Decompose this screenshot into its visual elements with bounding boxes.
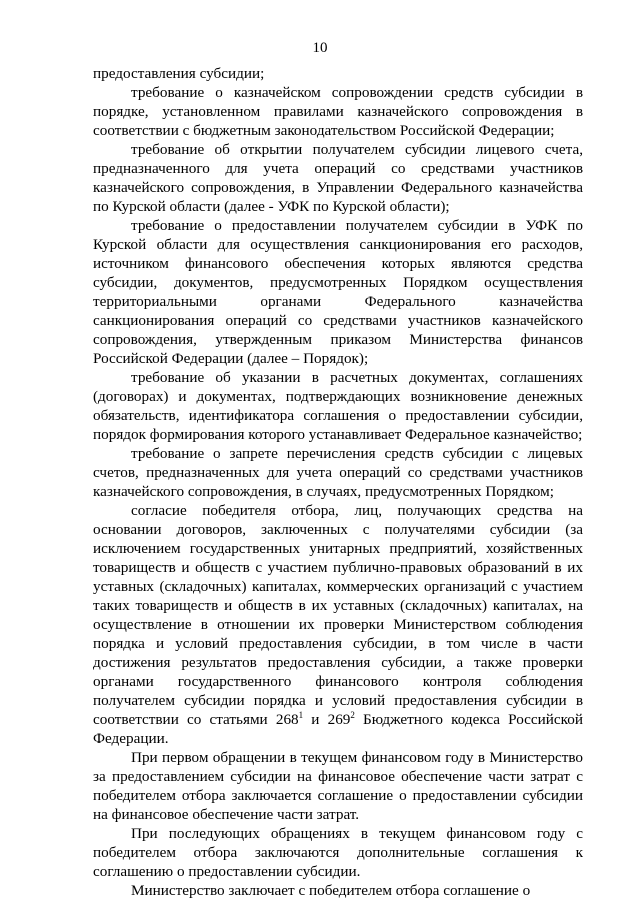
consent-text-middle: и 269 — [303, 711, 351, 728]
paragraph-subsequent-applications: При последующих обращениях в текущем финансовом году с победителем отбора заключаются дополнительные соглашения к соглашению о предоставлении субсидии. — [93, 825, 583, 880]
paragraph-documents-submission: требование о предоставлении получателем субсидии в УФК по Курской области для осуществления санкционирования его расходов, источником финансового обеспечения которых являются средства субсидии, документов, предусмотренных Порядком осуществления территориальными органами Федерального казначейства санкционирования операций со средствами участников казначейского сопровождения, утвержденным приказом Министерства финансов Российской Федерации (далее – Порядок); — [93, 217, 583, 367]
paragraph-transfer-ban: требование о запрете перечисления средств субсидии с лицевых счетов, предназначенных для учета операций со средствами участников казначейского сопровождения, в случаях, предусмотренных Порядком; — [93, 445, 583, 500]
paragraph-agreement-identifier: требование об указании в расчетных документах, соглашениях (договорах) и документах, подтверждающих возникновение денежных обязательств, идентификатора соглашения о предоставлении субсидии, порядок формирования которого устанавливает Федеральное казначейство; — [93, 369, 583, 443]
paragraph-ministry-agreement: Министерство заключает с победителем отбора соглашение о — [131, 882, 531, 899]
page-number: 10 — [312, 40, 328, 56]
consent-text-end: Бюджетного кодекса Российской Федерации. — [93, 711, 583, 747]
document-body — [93, 64, 583, 900]
article-superscript-2: 2 — [350, 709, 355, 720]
paragraph-personal-account: требование об открытии получателем субсидии лицевого счета, предназначенного для учета операций со средствами участников казначейского сопровождения, в Управлении Федерального казначейства по Курской области (далее - УФК по Курской области); — [93, 141, 583, 215]
paragraph-continuation: предоставления субсидии; — [93, 65, 265, 82]
article-superscript-1: 1 — [298, 709, 304, 720]
paragraph-first-application: При первом обращении в текущем финансовом году в Министерство за предоставлением субсидии на финансовое обеспечение части затрат с победителем отбора заключается соглашение о предоставлении субсидии на финансовое обеспечение части затрат. — [93, 749, 583, 823]
paragraph-treasury-support: требование о казначейском сопровождении средств субсидии в порядке, установленном правилами казначейского сопровождения в соответствии с бюджетным законодательством Российской Федерации; — [93, 84, 583, 139]
consent-text-start: согласие победителя отбора, лиц, получающих средства на основании договоров, заключенных с получателями субсидии (за исключением государственных унитарных предприятий, хозяйственных товариществ и обществ с участием публично-правовых образований в их уставных (складочных) капиталах, коммерческих организаций с участием таких товариществ и обществ в их уставных (складочных) капиталах, на осуществление в отношении их проверки Министерством соблюдения порядка и условий предоставления субсидии, в том числе в части достижения результатов предоставления субсидии, а также проверки органами государственного финансового контроля соблюдения получателем субсидии порядка и условий предоставления субсидии в соответствии со статьями 268 — [93, 502, 583, 728]
paragraph-consent-audit — [93, 501, 583, 748]
